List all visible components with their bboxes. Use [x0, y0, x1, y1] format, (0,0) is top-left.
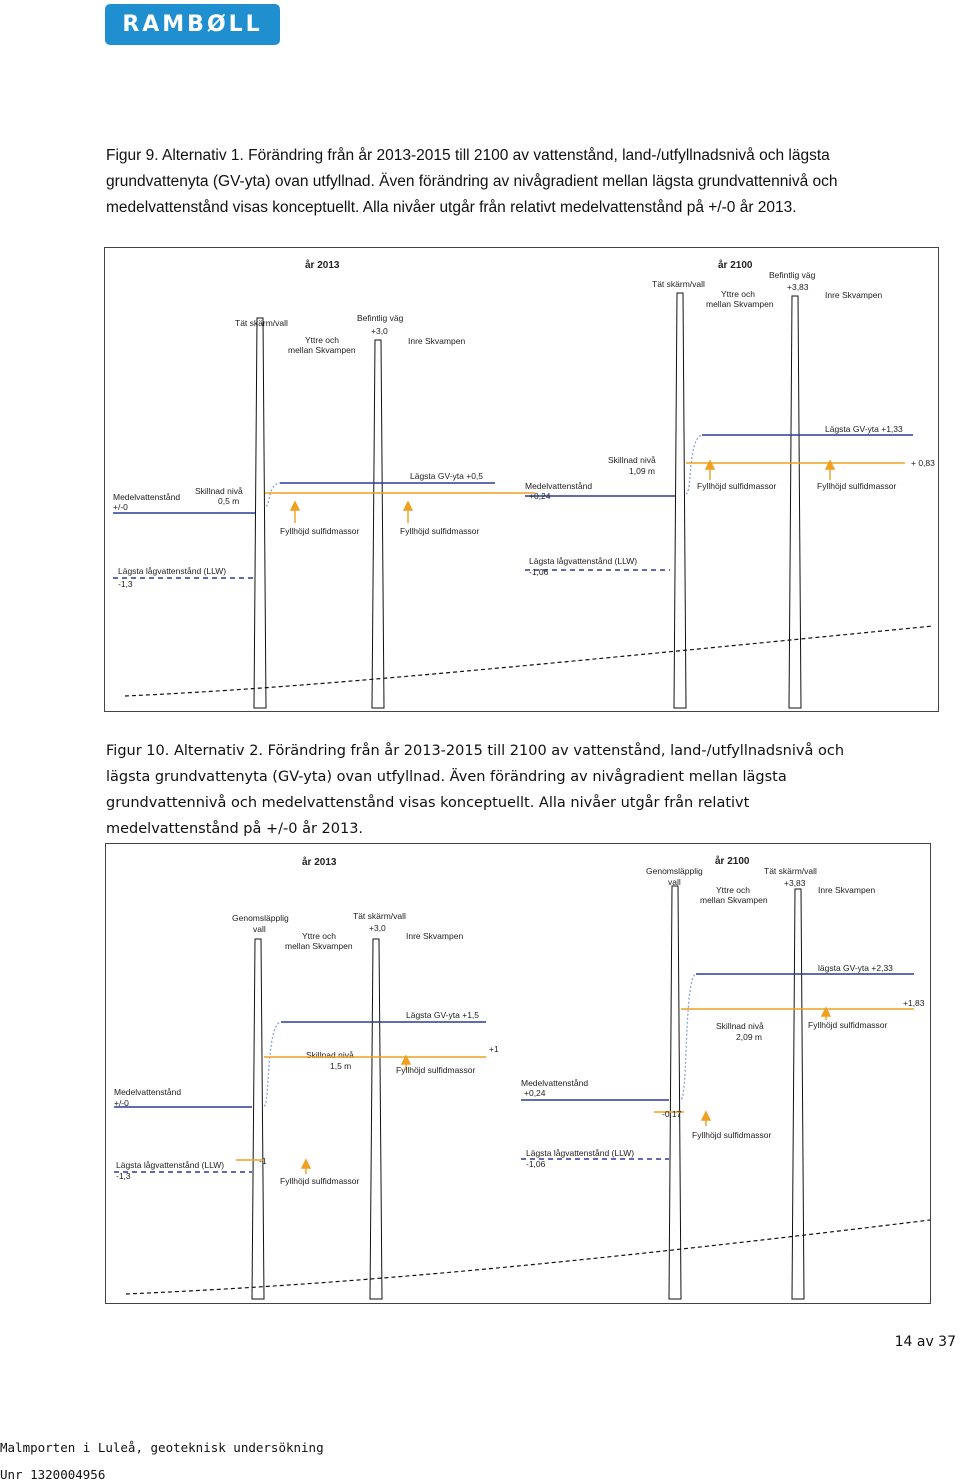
fig2-label-skillnad-2013: Skillnad nivå [306, 1050, 354, 1060]
fig1-label-llw-2100: Lägsta lågvattenstånd (LLW) [529, 556, 638, 566]
fig1-label-vag-level-2013: +3,0 [371, 326, 388, 336]
fig2-label-genom2-2013: vall [253, 924, 266, 934]
fig2-label-medel-val-2100: +0,24 [524, 1088, 546, 1098]
fig1-label-yttre2-2013: mellan Skvampen [288, 345, 356, 355]
fig2-wall-tat-2100 [792, 889, 804, 1299]
fig2-label-yttre2-2013: mellan Skvampen [285, 941, 353, 951]
fig2-label-medel-2100: Medelvattenstånd [521, 1078, 589, 1088]
fig2-label-fyll-d: Fyllhöjd sulfidmassor [692, 1130, 772, 1140]
fig1-label-yttre2-2100: mellan Skvampen [706, 299, 774, 309]
fig2-label-skillnad-val-2013: 1,5 m [330, 1061, 352, 1071]
fig1-label-fyll-d: Fyllhöjd sulfidmassor [817, 481, 897, 491]
fig2-label-yttre2-2100: mellan Skvampen [700, 895, 768, 905]
fig2-label-level-p1: +1 [489, 1044, 499, 1054]
fig2-label-skillnad-val-2100: 2,09 m [736, 1032, 762, 1042]
fig2-label-llw-val-2100: -1,06 [526, 1159, 546, 1169]
fig2-label-medel-val-2013: +/-0 [114, 1098, 129, 1108]
fig2-label-fyll-a: Fyllhöjd sulfidmassor [396, 1065, 476, 1075]
fig1-label-llw-2013: Lägsta lågvattenstånd (LLW) [118, 566, 227, 576]
fig2-label-gw-2013: Lägsta GV-yta +1,5 [406, 1010, 480, 1020]
fig2-label-llw-2013: Lägsta lågvattenstånd (LLW) [116, 1160, 225, 1170]
fig1-year-2013: år 2013 [305, 260, 340, 271]
fig1-label-gw-2100: Lägsta GV-yta +1,33 [825, 424, 903, 434]
fig1-label-medel-val-2013: +/-0 [113, 502, 128, 512]
fig2-gradient-2013 [264, 1022, 281, 1106]
fig1-label-tat-2013: Tät skärm/vall [235, 318, 288, 328]
fig2-label-skillnad-2100: Skillnad nivå [716, 1021, 764, 1031]
fig2-year-2100: år 2100 [715, 856, 750, 867]
fig1-gradient-2013 [266, 483, 280, 506]
fig1-label-skillnad-val-2100: 1,09 m [629, 466, 655, 476]
fig1-label-medel-2013: Medelvattenstånd [113, 492, 181, 502]
figure-9-caption: Figur 9. Alternativ 1. Förändring från år 2013-2015 till 2100 av vattenstånd, land-/utfyllnadsnivå och lägsta grundvattenyta (GV-yta) ovan utfyllnad. Även förändring av nivågradient mellan lägsta grundvattennivå och medelvattenstånd visas konceptuellt. Alla nivåer utgår från relativt medelvattenstånd på +/-0 år 2013. [106, 147, 838, 216]
fig2-label-inre-2100: Inre Skvampen [818, 885, 876, 895]
fig2-label-fyll-c: Fyllhöjd sulfidmassor [280, 1176, 360, 1186]
fig2-label-llw-2100: Lägsta lågvattenstånd (LLW) [526, 1148, 635, 1158]
fig1-label-vag-2100: Befintlig väg [769, 270, 816, 280]
footer-unr: Unr 1320004956 [0, 1467, 106, 1482]
fig1-label-fyll-b: Fyllhöjd sulfidmassor [400, 526, 480, 536]
fig1-label-skillnad-2013: Skillnad nivå [195, 486, 243, 496]
fig1-label-vag-2013: Befintlig väg [357, 313, 404, 323]
fig2-year-2013: år 2013 [302, 857, 337, 868]
fig2-label-yttre1-2013: Yttre och [302, 931, 337, 941]
figure-9-diagram [104, 247, 939, 712]
fig2-ground-line [126, 1220, 930, 1294]
fig2-label-level-m1: -1 [259, 1156, 267, 1166]
fig2-label-genom1-2100: Genomsläpplig [646, 866, 703, 876]
figure-10-caption: Figur 10. Alternativ 2. Förändring från år 2013-2015 till 2100 av vattenstånd, land-/utfyllnadsnivå och lägsta grundvattenyta (GV-yta) ovan utfyllnad. Även förändring av nivågradient mellan lägsta grundvattennivå och medelvattenstånd visas konceptuellt. Alla nivåer utgår från relativt medelvattenstånd på +/-0 år 2013. [106, 743, 845, 837]
figure-10-diagram [105, 843, 931, 1304]
fig2-label-level-m017: -0,17 [662, 1109, 682, 1119]
fig2-label-tat-val-2100: +3,83 [784, 878, 806, 888]
fig1-wall-vag-2100 [789, 296, 801, 708]
fig1-wall-tat-2100 [674, 293, 686, 708]
page-number: 14 av 37 [894, 1334, 956, 1350]
footer-project: Malmporten i Luleå, geoteknisk undersökning [0, 1440, 324, 1455]
fig2-label-yttre1-2100: Yttre och [716, 885, 751, 895]
fig2-label-inre-2013: Inre Skvampen [406, 931, 464, 941]
fig2-label-genom1-2013: Genomsläpplig [232, 913, 289, 923]
fig1-ground-line [125, 626, 933, 696]
fig2-label-fyll-b: Fyllhöjd sulfidmassor [808, 1020, 888, 1030]
fig1-label-skillnad-val-2013: 0,5 m [218, 496, 240, 506]
fig1-label-medel-val-2100: +0,24 [529, 491, 551, 501]
fig1-label-skillnad-2100: Skillnad nivå [608, 455, 656, 465]
fig2-label-medel-2013: Medelvattenstånd [114, 1087, 182, 1097]
fig2-wall-genom-2013 [252, 939, 264, 1299]
fig1-label-inre-2013: Inre Skvampen [408, 336, 466, 346]
fig1-label-vag-level-2100: +3,83 [787, 282, 809, 292]
fig1-label-tat-2100: Tät skärm/vall [652, 279, 705, 289]
fig1-label-llw-val-2100: -1,06 [529, 567, 549, 577]
fig2-label-tat-2100: Tät skärm/vall [764, 866, 817, 876]
fig1-label-right-level: + 0,83 [911, 458, 935, 468]
fig1-wall-vag-2013 [372, 340, 384, 708]
fig2-label-gw-2100: lägsta GV-yta +2,33 [818, 963, 893, 973]
fig2-label-level-p183: +1,83 [903, 998, 925, 1008]
fig2-wall-genom-2100 [669, 886, 681, 1299]
fig2-label-tat-val-2013: +3,0 [369, 923, 386, 933]
ramboll-logo: RAMBØLL [105, 4, 280, 45]
fig2-wall-tat-2013 [370, 939, 382, 1299]
fig1-label-yttre1-2013: Yttre och [305, 335, 340, 345]
fig1-label-inre-2100: Inre Skvampen [825, 290, 883, 300]
fig2-label-tat-2013: Tät skärm/vall [353, 911, 406, 921]
fig1-label-gw-2013: Lägsta GV-yta +0,5 [410, 471, 484, 481]
fig1-label-yttre1-2100: Yttre och [721, 289, 756, 299]
fig2-label-llw-val-2013: -1,3 [116, 1171, 131, 1181]
fig1-label-fyll-c: Fyllhöjd sulfidmassor [697, 481, 777, 491]
fig2-label-genom2-2100: vall [668, 877, 681, 887]
fig1-wall-tat-2013 [254, 318, 266, 708]
fig1-label-fyll-a: Fyllhöjd sulfidmassor [280, 526, 360, 536]
fig2-gradient-2100 [681, 974, 696, 1099]
fig1-year-2100: år 2100 [718, 260, 753, 271]
fig1-label-llw-val-2013: -1,3 [118, 579, 133, 589]
fig1-label-medel-2100: Medelvattenstånd [525, 481, 593, 491]
